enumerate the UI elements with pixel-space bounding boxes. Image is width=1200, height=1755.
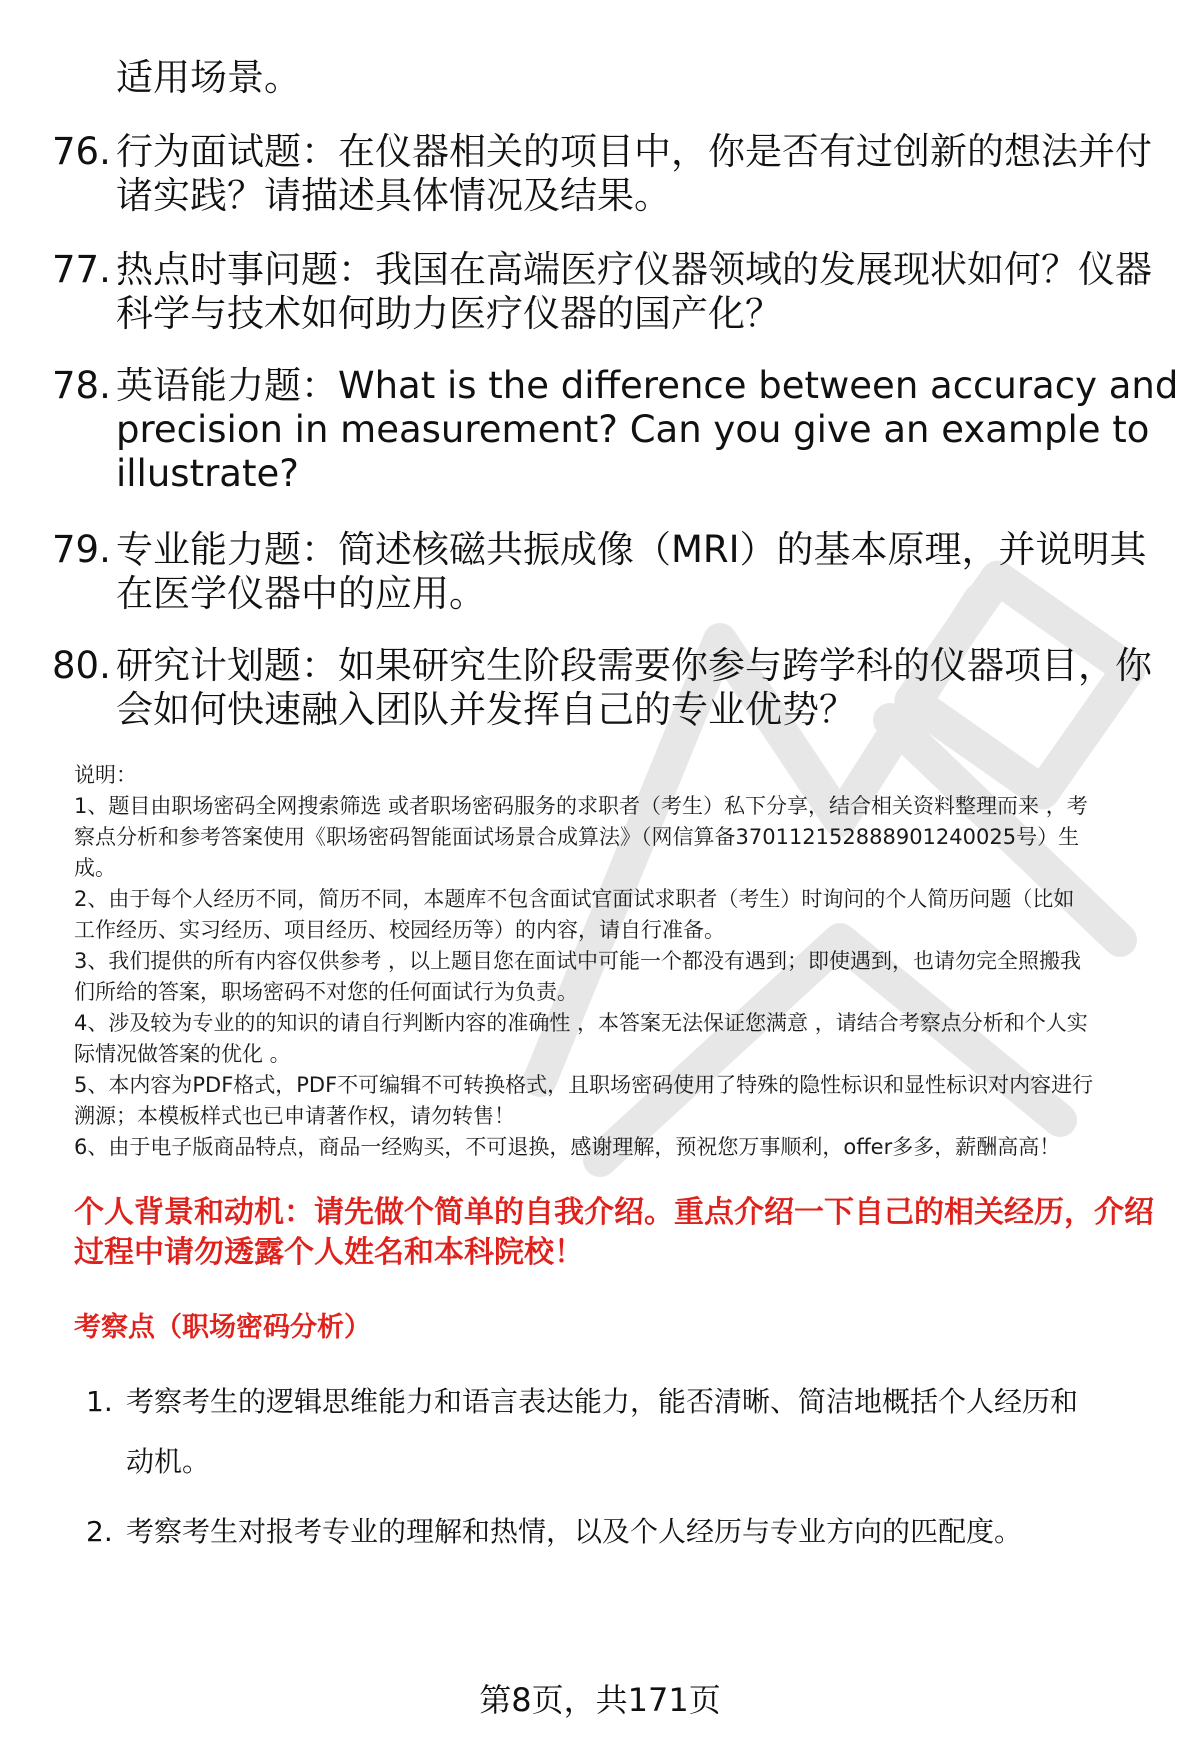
point-line: 考察考生对报考专业的理解和热情，以及个人经历与专业方向的匹配度。 [126,1515,1023,1548]
question-line: precision in measurement? Can you give an example to [116,408,1150,451]
question-line: 行为面试题：在仪器相关的项目中，你是否有过创新的想法并付 [116,130,1152,173]
question-line: 在医学仪器中的应用。 [116,572,486,615]
question-line: 英语能力题：What is the difference between accuracy and [116,364,1179,407]
question-number: 80. [52,644,111,687]
question-line: illustrate? [116,452,299,495]
question-line: 适用场景。 [116,56,301,99]
question-line: 研究计划题：如果研究生阶段需要你参与跨学科的仪器项目，你 [116,644,1152,687]
question-number: 78. [52,364,111,407]
question-line: 专业能力题：简述核磁共振成像（MRI）的基本原理，并说明其 [116,528,1147,571]
point-line: 动机。 [126,1445,211,1478]
question-line: 热点时事问题：我国在高端医疗仪器领域的发展现状如何？仪器 [116,248,1152,291]
note-line: 3、我们提供的所有内容仅供参考 ，以上题目您在面试中可能一个都没有遇到；即使遇到，也请勿完全照搬我 [74,949,1082,973]
question-number: 79. [52,528,111,571]
note-line: 6、由于电子版商品特点，商品一经购买，不可退换，感谢理解，预祝您万事顺利，offer多多，薪酬高高！ [74,1135,1061,1159]
note-line: 说明： [74,763,137,787]
note-line: 成。 [74,856,116,880]
note-line: 5、本内容为PDF格式，PDF不可编辑不可转换格式，且职场密码使用了特殊的隐性标识和显性标识对内容进行 [74,1073,1094,1097]
note-line: 溯源；本模板样式也已申请著作权，请勿转售！ [74,1104,515,1128]
note-line: 工作经历、实习经历、项目经历、校园经历等）的内容，请自行准备。 [74,918,725,942]
section-subheading: 考察点（职场密码分析） [74,1312,371,1343]
note-line: 2、由于每个人经历不同，简历不同，本题库不包含面试官面试求职者（考生）时询问的个人简历问题（比如 [74,887,1075,911]
note-line: 们所给的答案，职场密码不对您的任何面试行为负责。 [74,980,578,1004]
question-line: 诸实践？请描述具体情况及结果。 [116,174,671,217]
note-line: 1、题目由职场密码全网搜索筛选 或者职场密码服务的求职者（考生）私下分享，结合相关资料整理而来 ，考 [74,794,1088,818]
question-line: 科学与技术如何助力医疗仪器的国产化？ [116,292,782,335]
note-line: 际情况做答案的优化 。 [74,1042,291,1066]
note-line: 察点分析和参考答案使用《职场密码智能面试场景合成算法》（网信算备370112152888901240025号）生 [74,825,1080,849]
section-question-title: 过程中请勿透露个人姓名和本科院校！ [74,1235,584,1270]
question-number: 76. [52,130,111,173]
page-number-footer: 第8页，共171页 [479,1681,721,1719]
point-number: 2. [86,1515,113,1548]
section-question-title: 个人背景和动机：请先做个简单的自我介绍。重点介绍一下自己的相关经历，介绍 [74,1195,1154,1230]
note-line: 4、涉及较为专业的的知识的请自行判断内容的准确性 ，本答案无法保证您满意 ，请结合考察点分析和个人实 [74,1011,1088,1035]
question-line: 会如何快速融入团队并发挥自己的专业优势？ [116,688,856,731]
question-number: 77. [52,248,111,291]
point-line: 考察考生的逻辑思维能力和语言表达能力，能否清晰、简洁地概括个人经历和 [126,1385,1079,1418]
point-number: 1. [86,1385,113,1418]
